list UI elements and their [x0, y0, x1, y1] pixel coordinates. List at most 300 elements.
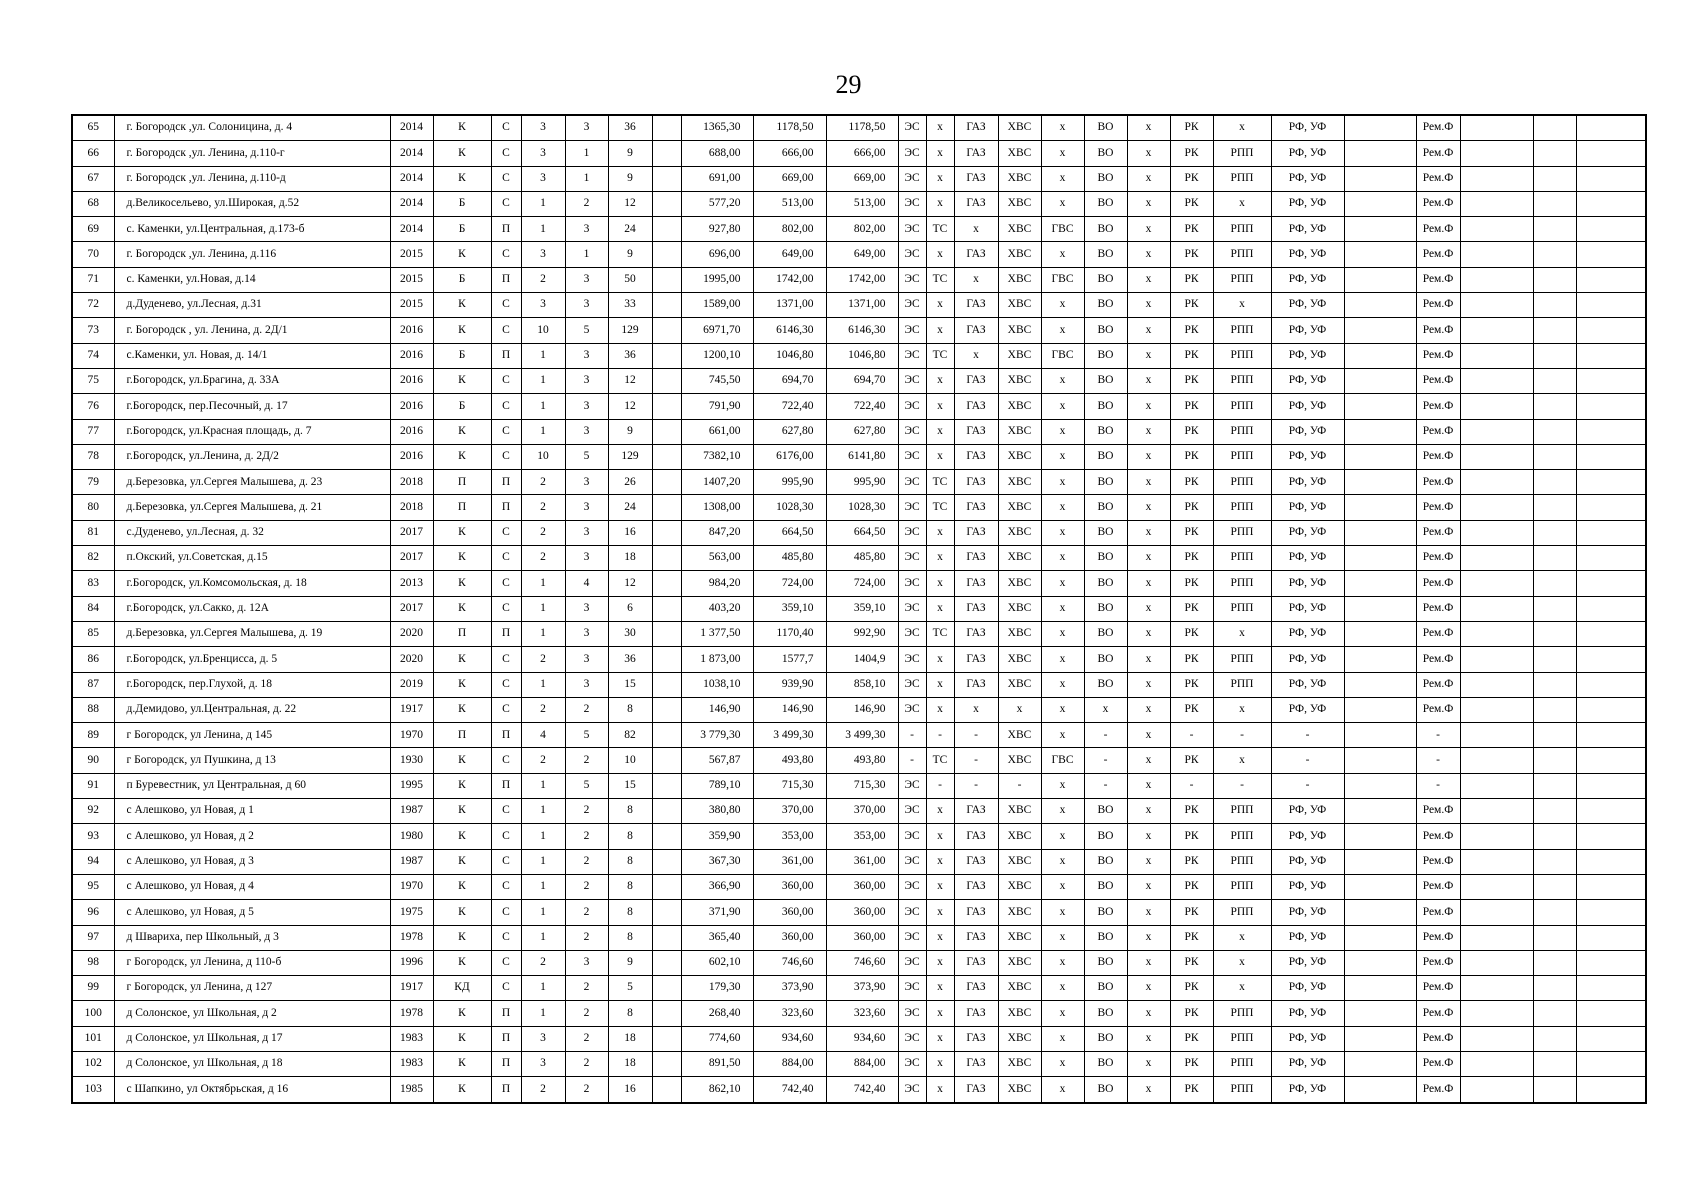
table-cell: 8	[608, 1001, 652, 1026]
table-cell: РПП	[1213, 596, 1271, 621]
table-cell: П	[491, 343, 521, 368]
table-cell: 791,90	[681, 394, 753, 419]
table-cell: 3	[565, 267, 608, 292]
table-cell: РК	[1170, 1001, 1213, 1026]
table-cell: 1178,50	[826, 115, 898, 141]
table-cell	[1460, 242, 1533, 267]
table-cell: ХВС	[998, 874, 1041, 899]
table-cell: 361,00	[753, 849, 826, 874]
table-cell: х	[1213, 925, 1271, 950]
table-cell: РПП	[1213, 520, 1271, 545]
table-cell: ЭС	[898, 394, 926, 419]
table-cell: 661,00	[681, 419, 753, 444]
table-cell: х	[1127, 191, 1170, 216]
table-cell: ВО	[1084, 976, 1127, 1001]
table-cell: х	[1041, 419, 1084, 444]
table-cell: ЭС	[898, 849, 926, 874]
table-cell: х	[926, 242, 954, 267]
table-cell: ХВС	[998, 191, 1041, 216]
table-cell: РК	[1170, 799, 1213, 824]
table-cell: РФ, УФ	[1271, 141, 1344, 166]
table-cell: ЭС	[898, 697, 926, 722]
table-cell: 1996	[390, 950, 433, 975]
table-cell: х	[1041, 318, 1084, 343]
table-cell: 995,90	[753, 470, 826, 495]
address-cell: с Алешково, ул Новая, д 4	[114, 874, 390, 899]
table-cell: С	[491, 191, 521, 216]
table-cell	[1576, 697, 1646, 722]
table-cell: РПП	[1213, 1001, 1271, 1026]
table-cell: К	[433, 242, 491, 267]
table-cell: 10	[521, 318, 565, 343]
table-cell: 2	[521, 748, 565, 773]
table-cell: Рем.Ф	[1416, 925, 1460, 950]
table-cell: 3	[521, 166, 565, 191]
address-cell: д.Демидово, ул.Центральная, д. 22	[114, 697, 390, 722]
table-cell	[1344, 976, 1416, 1001]
table-cell: 93	[72, 824, 114, 849]
table-cell	[1576, 470, 1646, 495]
table-cell	[1576, 191, 1646, 216]
table-row	[72, 1001, 1646, 1026]
table-row	[72, 267, 1646, 292]
table-cell: х	[1127, 217, 1170, 242]
table-cell	[1344, 824, 1416, 849]
table-cell: х	[1041, 1001, 1084, 1026]
table-cell: х	[1127, 394, 1170, 419]
table-cell: ЭС	[898, 1001, 926, 1026]
table-cell: РК	[1170, 672, 1213, 697]
table-cell: 74	[72, 343, 114, 368]
table-cell	[1344, 672, 1416, 697]
table-cell: 2	[565, 1051, 608, 1076]
table-cell: 367,30	[681, 849, 753, 874]
table-cell: х	[1041, 950, 1084, 975]
table-cell: 2016	[390, 419, 433, 444]
table-cell: РК	[1170, 267, 1213, 292]
table-cell: РК	[1170, 368, 1213, 393]
table-cell: 2	[521, 697, 565, 722]
table-cell: ХВС	[998, 824, 1041, 849]
table-cell: 3	[565, 596, 608, 621]
table-cell: РПП	[1213, 217, 1271, 242]
table-row	[72, 394, 1646, 419]
table-cell: РК	[1170, 925, 1213, 950]
table-cell	[1533, 723, 1576, 748]
table-cell: РФ, УФ	[1271, 217, 1344, 242]
table-cell: х	[926, 596, 954, 621]
table-cell: 6146,30	[826, 318, 898, 343]
table-cell: ЭС	[898, 1026, 926, 1051]
table-cell: 9	[608, 242, 652, 267]
table-cell: х	[926, 824, 954, 849]
table-cell: 1028,30	[753, 495, 826, 520]
table-cell: К	[433, 546, 491, 571]
table-cell: 2	[565, 1026, 608, 1051]
table-cell: 371,90	[681, 900, 753, 925]
table-cell: РФ, УФ	[1271, 621, 1344, 646]
table-cell: 67	[72, 166, 114, 191]
address-cell: г. Богородск ,ул. Солоницина, д. 4	[114, 115, 390, 141]
table-cell: 96	[72, 900, 114, 925]
table-cell: х	[1127, 697, 1170, 722]
table-cell: П	[491, 470, 521, 495]
table-cell: 742,40	[826, 1077, 898, 1103]
table-cell: х	[926, 368, 954, 393]
table-cell: х	[926, 849, 954, 874]
table-cell: х	[1127, 242, 1170, 267]
table-cell: 8	[608, 697, 652, 722]
table-cell: х	[1041, 697, 1084, 722]
table-cell: 366,90	[681, 874, 753, 899]
table-cell	[1533, 1026, 1576, 1051]
table-cell: РФ, УФ	[1271, 697, 1344, 722]
table-cell: х	[998, 697, 1041, 722]
table-cell: 1917	[390, 697, 433, 722]
table-cell	[1533, 849, 1576, 874]
table-cell: К	[433, 697, 491, 722]
table-cell: С	[491, 697, 521, 722]
table-cell: Рем.Ф	[1416, 976, 1460, 1001]
table-cell: 24	[608, 217, 652, 242]
table-cell: РК	[1170, 166, 1213, 191]
table-cell: 81	[72, 520, 114, 545]
table-cell: РФ, УФ	[1271, 849, 1344, 874]
table-cell	[1460, 647, 1533, 672]
address-cell: п.Окский, ул.Советская, д.15	[114, 546, 390, 571]
table-cell: ГАЗ	[954, 849, 998, 874]
table-cell: 82	[72, 546, 114, 571]
table-cell: 6971,70	[681, 318, 753, 343]
table-cell: ХВС	[998, 217, 1041, 242]
table-cell	[1460, 849, 1533, 874]
table-cell	[1344, 115, 1416, 141]
address-cell: д.Березовка, ул.Сергея Малышева, д. 21	[114, 495, 390, 520]
table-row	[72, 318, 1646, 343]
table-cell: С	[491, 546, 521, 571]
table-cell: х	[1127, 723, 1170, 748]
table-cell: ХВС	[998, 419, 1041, 444]
table-cell: К	[433, 874, 491, 899]
table-cell: 694,70	[753, 368, 826, 393]
table-row	[72, 824, 1646, 849]
table-cell: ВО	[1084, 470, 1127, 495]
table-cell: ЭС	[898, 115, 926, 141]
table-cell: 2	[565, 748, 608, 773]
table-cell: РК	[1170, 900, 1213, 925]
table-row	[72, 723, 1646, 748]
table-cell	[1576, 419, 1646, 444]
table-cell: 2016	[390, 368, 433, 393]
table-cell: х	[1041, 621, 1084, 646]
table-cell: х	[926, 318, 954, 343]
table-cell: 10	[521, 444, 565, 469]
table-cell: ХВС	[998, 343, 1041, 368]
table-cell	[1344, 242, 1416, 267]
table-cell: ГАЗ	[954, 115, 998, 141]
table-cell: ГАЗ	[954, 799, 998, 824]
table-cell: РК	[1170, 419, 1213, 444]
table-cell: ВО	[1084, 191, 1127, 216]
table-cell: Рем.Ф	[1416, 900, 1460, 925]
table-cell: 68	[72, 191, 114, 216]
table-cell: П	[491, 723, 521, 748]
table-cell: К	[433, 799, 491, 824]
table-cell	[1344, 874, 1416, 899]
address-cell: г.Богородск, ул.Брагина, д. 33А	[114, 368, 390, 393]
table-cell: 3 779,30	[681, 723, 753, 748]
table-cell: 73	[72, 318, 114, 343]
table-cell: Рем.Ф	[1416, 368, 1460, 393]
table-cell: РК	[1170, 444, 1213, 469]
table-cell: ВО	[1084, 217, 1127, 242]
table-cell: ХВС	[998, 267, 1041, 292]
table-cell: ХВС	[998, 1077, 1041, 1103]
table-cell: 3 499,30	[753, 723, 826, 748]
table-cell: 5	[565, 444, 608, 469]
table-cell: х	[1041, 647, 1084, 672]
table-cell: х	[954, 697, 998, 722]
table-cell: х	[1041, 849, 1084, 874]
table-cell	[1460, 571, 1533, 596]
table-cell: 3	[565, 621, 608, 646]
table-cell: 3	[565, 672, 608, 697]
table-cell: 323,60	[753, 1001, 826, 1026]
table-cell	[1460, 394, 1533, 419]
table-cell: 268,40	[681, 1001, 753, 1026]
table-cell: ВО	[1084, 495, 1127, 520]
table-cell: С	[491, 242, 521, 267]
table-cell	[652, 900, 681, 925]
table-cell	[1533, 672, 1576, 697]
table-cell: ХВС	[998, 166, 1041, 191]
table-cell: 1	[521, 824, 565, 849]
table-cell	[652, 1001, 681, 1026]
page-number: 29	[835, 70, 862, 99]
table-cell: х	[1041, 976, 1084, 1001]
table-cell: 66	[72, 141, 114, 166]
table-cell: ЭС	[898, 368, 926, 393]
table-cell: 485,80	[753, 546, 826, 571]
table-cell	[1460, 824, 1533, 849]
table-cell: х	[926, 115, 954, 141]
table-cell: ВО	[1084, 343, 1127, 368]
table-cell: ГАЗ	[954, 242, 998, 267]
table-cell: С	[491, 672, 521, 697]
table-cell	[1576, 1001, 1646, 1026]
table-cell: 2014	[390, 166, 433, 191]
table-cell: РФ, УФ	[1271, 900, 1344, 925]
table-cell: РК	[1170, 647, 1213, 672]
table-cell: х	[1041, 546, 1084, 571]
table-cell: РК	[1170, 343, 1213, 368]
table-cell: ЭС	[898, 950, 926, 975]
table-cell: х	[1213, 697, 1271, 722]
table-cell: ГАЗ	[954, 141, 998, 166]
table-cell	[1344, 495, 1416, 520]
table-cell: 50	[608, 267, 652, 292]
table-cell: РФ, УФ	[1271, 647, 1344, 672]
table-cell: 1	[521, 571, 565, 596]
table-cell: ЭС	[898, 976, 926, 1001]
table-cell: Рем.Ф	[1416, 293, 1460, 318]
table-cell: Рем.Ф	[1416, 115, 1460, 141]
table-cell: С	[491, 520, 521, 545]
table-cell: -	[1271, 748, 1344, 773]
table-cell	[1460, 748, 1533, 773]
table-cell: 359,10	[753, 596, 826, 621]
table-cell: Рем.Ф	[1416, 267, 1460, 292]
table-cell: 98	[72, 950, 114, 975]
table-cell: Рем.Ф	[1416, 495, 1460, 520]
table-cell	[1344, 267, 1416, 292]
table-cell	[1576, 925, 1646, 950]
table-cell	[652, 368, 681, 393]
table-cell: х	[1127, 318, 1170, 343]
table-cell	[1460, 217, 1533, 242]
table-cell: ХВС	[998, 672, 1041, 697]
table-cell	[1460, 1077, 1533, 1103]
table-cell: РФ, УФ	[1271, 1026, 1344, 1051]
table-cell: х	[1213, 621, 1271, 646]
table-cell: 18	[608, 546, 652, 571]
table-cell	[1460, 470, 1533, 495]
table-cell: ВО	[1084, 419, 1127, 444]
table-cell: 1	[521, 368, 565, 393]
table-cell: 360,00	[753, 900, 826, 925]
table-cell: 1978	[390, 925, 433, 950]
table-cell: 1404,9	[826, 647, 898, 672]
table-cell: 3	[521, 1051, 565, 1076]
table-cell: 3	[521, 293, 565, 318]
table-cell: 77	[72, 419, 114, 444]
table-cell: 2	[565, 799, 608, 824]
table-cell: 88	[72, 697, 114, 722]
table-cell: РФ, УФ	[1271, 1001, 1344, 1026]
table-cell: х	[1041, 900, 1084, 925]
table-cell	[1533, 115, 1576, 141]
address-cell: с Алешково, ул Новая, д 2	[114, 824, 390, 849]
table-row	[72, 697, 1646, 722]
table-row	[72, 799, 1646, 824]
table-cell: 1	[521, 773, 565, 798]
table-cell: Рем.Ф	[1416, 318, 1460, 343]
table-cell	[1576, 115, 1646, 141]
table-cell	[1460, 697, 1533, 722]
table-cell: Рем.Ф	[1416, 141, 1460, 166]
table-cell	[1533, 874, 1576, 899]
table-cell: К	[433, 141, 491, 166]
table-cell: 72	[72, 293, 114, 318]
table-cell	[1460, 368, 1533, 393]
table-cell: х	[926, 1026, 954, 1051]
table-cell: 1980	[390, 824, 433, 849]
table-cell: Б	[433, 343, 491, 368]
table-cell: К	[433, 1051, 491, 1076]
table-cell: РПП	[1213, 571, 1271, 596]
table-cell	[1460, 1001, 1533, 1026]
table-cell	[1460, 495, 1533, 520]
table-cell: РПП	[1213, 368, 1271, 393]
table-cell	[1460, 976, 1533, 1001]
table-cell: ЭС	[898, 546, 926, 571]
table-cell: К	[433, 444, 491, 469]
table-cell: ВО	[1084, 166, 1127, 191]
table-cell: 1	[521, 1001, 565, 1026]
table-cell	[1576, 1026, 1646, 1051]
address-cell: г. Богородск , ул. Ленина, д. 2Д/1	[114, 318, 390, 343]
table-cell: Рем.Ф	[1416, 596, 1460, 621]
table-cell: 129	[608, 444, 652, 469]
table-cell: -	[954, 773, 998, 798]
table-row	[72, 444, 1646, 469]
table-cell: РФ, УФ	[1271, 419, 1344, 444]
table-cell: ВО	[1084, 1077, 1127, 1103]
table-cell: 1589,00	[681, 293, 753, 318]
table-cell	[1344, 293, 1416, 318]
table-cell: 1	[521, 925, 565, 950]
table-cell: Б	[433, 394, 491, 419]
table-cell: 26	[608, 470, 652, 495]
table-cell: РФ, УФ	[1271, 242, 1344, 267]
table-cell: 8	[608, 900, 652, 925]
address-cell: д Солонское, ул Школьная, д 2	[114, 1001, 390, 1026]
table-cell: ВО	[1084, 1051, 1127, 1076]
table-cell	[1533, 495, 1576, 520]
table-cell: К	[433, 419, 491, 444]
table-cell: 939,90	[753, 672, 826, 697]
table-cell: Б	[433, 191, 491, 216]
table-cell: ГВС	[1041, 343, 1084, 368]
table-cell: 18	[608, 1026, 652, 1051]
table-cell: ЭС	[898, 343, 926, 368]
table-cell: ХВС	[998, 950, 1041, 975]
table-cell: С	[491, 293, 521, 318]
table-cell	[1533, 546, 1576, 571]
table-cell: РФ, УФ	[1271, 546, 1344, 571]
table-cell	[1460, 444, 1533, 469]
table-cell: ЭС	[898, 900, 926, 925]
table-cell	[652, 495, 681, 520]
table-cell: ТС	[926, 217, 954, 242]
table-cell: х	[926, 1001, 954, 1026]
address-cell: с Алешково, ул Новая, д 1	[114, 799, 390, 824]
table-cell: х	[926, 1051, 954, 1076]
table-cell: К	[433, 166, 491, 191]
table-cell	[652, 849, 681, 874]
address-cell: г.Богородск, ул.Бренцисса, д. 5	[114, 647, 390, 672]
table-cell: х	[1041, 723, 1084, 748]
table-cell: 3	[565, 419, 608, 444]
table-cell: РПП	[1213, 166, 1271, 191]
table-cell: 746,60	[753, 950, 826, 975]
table-cell: 1	[521, 672, 565, 697]
table-cell	[1576, 318, 1646, 343]
table-cell	[652, 191, 681, 216]
table-cell	[1460, 520, 1533, 545]
table-cell: 10	[608, 748, 652, 773]
table-row	[72, 849, 1646, 874]
table-cell: ГАЗ	[954, 976, 998, 1001]
table-cell: 688,00	[681, 141, 753, 166]
table-cell: 86	[72, 647, 114, 672]
table-cell: С	[491, 318, 521, 343]
table-cell: 3	[565, 495, 608, 520]
table-cell: -	[1170, 773, 1213, 798]
table-cell: 2	[521, 647, 565, 672]
table-cell: -	[1213, 723, 1271, 748]
table-cell: х	[926, 191, 954, 216]
